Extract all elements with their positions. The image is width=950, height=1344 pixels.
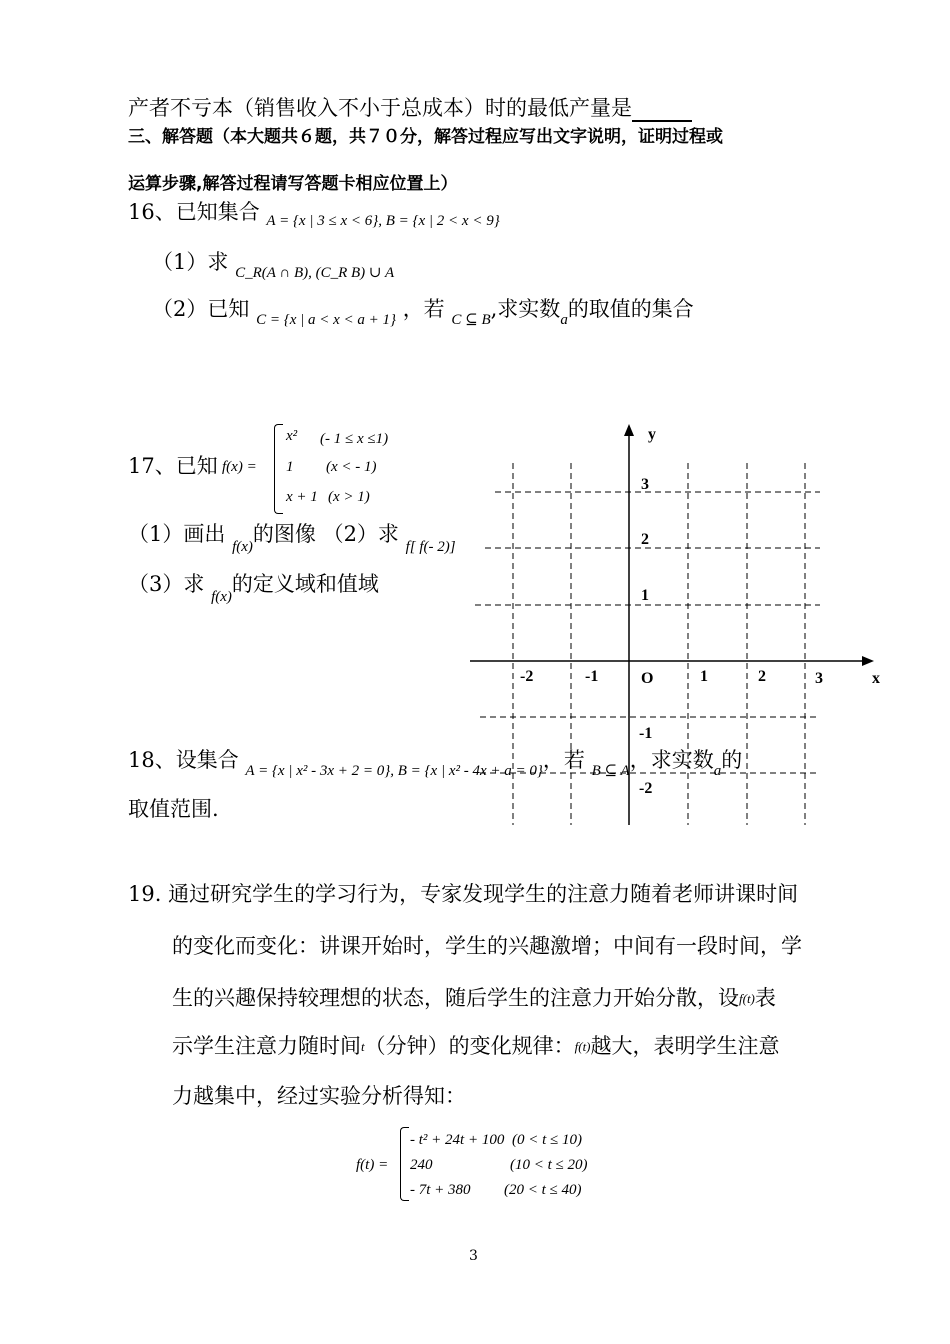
q16-p2-end: 的取值的集合 — [567, 297, 694, 321]
q17-case3-expr: x + 1 — [286, 489, 318, 505]
q16-p2-cond: C ⊆ B — [451, 312, 491, 328]
origin-label: O — [641, 670, 654, 687]
q19-line2: 的变化而变化：讲课开始时，学生的兴趣激增；中间有一段时间，学 — [172, 934, 802, 958]
y-tick-2: 2 — [641, 531, 649, 548]
q17-case3-cond: (x > 1) — [328, 489, 370, 505]
q17-case1-cond: (- 1 ≤ x ≤1) — [320, 431, 389, 447]
q17-case2-expr: 1 — [286, 459, 294, 475]
q19-case2-expr: 240 — [410, 1157, 433, 1173]
x-tick-2: 2 — [758, 668, 766, 685]
q17-part1-2 — [128, 520, 456, 555]
q19-line3b: 表 — [754, 986, 776, 1010]
q16-set-def: A = {x | 3 ≤ x < 6}, B = {x | 2 < x < 9} — [266, 213, 500, 229]
q17-p1-math: f(x) — [232, 539, 253, 555]
q17-case1-expr: x² — [286, 428, 298, 444]
q19-case1-cond: (0 < t ≤ 10) — [512, 1132, 583, 1148]
section-heading-line2: 运算步骤,解答过程请写答题卡相应位置上） — [128, 174, 458, 194]
x-tick-1: 1 — [700, 668, 708, 685]
q16-p2-math: C = {x | a < x < a + 1} — [256, 312, 396, 328]
q16-p2-label: （2）已知 — [152, 297, 250, 321]
q19-brace — [400, 1127, 409, 1201]
q16-p2-mid: ，若 — [402, 297, 445, 321]
x-tick-minus1: -1 — [585, 668, 599, 685]
q19-line1: 19. 通过研究学生的学习行为，专家发现学生的注意力随着老师讲课时间 — [128, 882, 799, 906]
section-heading-line1: 三、解答题（本大题共６题，共７０分，解答过程应写出文字说明，证明过程或 — [128, 127, 723, 147]
q19-line4a: 示学生注意力随时间 — [172, 1034, 361, 1058]
q19-case3-expr: - 7t + 380 — [410, 1182, 471, 1198]
y-tick-1: 1 — [641, 587, 649, 604]
q17-case2-cond: (x < - 1) — [326, 459, 377, 475]
q18-tail: ，求实数 — [629, 748, 714, 772]
x-tick-minus2: -2 — [520, 668, 534, 685]
q19-case3-cond: (20 < t ≤ 40) — [504, 1182, 582, 1198]
x-tick-3: 3 — [815, 670, 823, 687]
q18-label: 18、设集合 — [128, 748, 239, 772]
top-line-text: 产者不亏本（销售收入不小于总成本）时的最低产量是 — [128, 96, 632, 120]
q19-line3 — [172, 984, 776, 1015]
q16-p1-math: C_R(A ∩ B), (C_R B) ∪ A — [235, 265, 395, 281]
q19-line3a: 生的兴趣保持较理想的状态，随后学生的注意力开始分散，设 — [172, 986, 739, 1010]
q16-p1-label: （1）求 — [152, 250, 229, 274]
q19-line4-math: t — [361, 1039, 365, 1054]
q19-line4c: 越大，表明学生注意 — [590, 1034, 780, 1058]
q17-p1-tail: 的图像 （2）求 — [252, 522, 399, 546]
q18-var: a — [713, 763, 722, 779]
q19-line3-math: f(t) — [739, 991, 755, 1006]
top-line — [128, 94, 692, 122]
page-number: 3 — [469, 1248, 478, 1264]
q17-p2-math: f[ f(- 2)] — [405, 539, 456, 555]
q18-end: 的 — [721, 748, 743, 772]
answer-blank — [632, 98, 692, 122]
q18-line2: 取值范围. — [128, 797, 219, 821]
y-tick-minus2: -2 — [639, 780, 653, 797]
q19-case1-expr: - t² + 24t + 100 — [410, 1132, 505, 1148]
q19-case2-cond: (10 < t ≤ 20) — [510, 1157, 588, 1173]
y-tick-3: 3 — [641, 476, 649, 493]
q16-label: 16、已知集合 — [128, 200, 260, 224]
q16-p2-tail: ,求实数 — [490, 297, 561, 321]
q17-label: 17、已知 — [128, 454, 218, 478]
q17-p3-math: f(x) — [211, 589, 232, 605]
q19-line4-math2: f(t) — [574, 1039, 591, 1054]
q18-mid: ，若 — [542, 748, 585, 772]
q18-stem — [128, 746, 742, 777]
q17-part3 — [128, 570, 379, 605]
q19-ft: f(t) = — [356, 1157, 389, 1173]
q17-brace — [274, 424, 283, 514]
q17-fx: f(x) = — [222, 459, 257, 475]
q19-line4b: （分钟）的变化规律： — [364, 1034, 575, 1058]
x-axis-arrow — [862, 656, 874, 666]
q16-p2-var: a — [560, 312, 568, 328]
q18-cond: B ⊆ A — [591, 763, 630, 779]
x-axis-label: x — [872, 670, 880, 687]
y-axis-label: y — [648, 426, 656, 443]
q17-p3-label: （3）求 — [128, 572, 205, 596]
q19-line4 — [172, 1032, 780, 1063]
y-axis-arrow — [624, 424, 634, 436]
q17-p3-tail: 的定义域和值域 — [231, 572, 379, 596]
q16-part2 — [152, 295, 694, 326]
q17-p1-label: （1）画出 — [128, 522, 226, 546]
q16-stem — [128, 198, 500, 229]
y-tick-minus1: -1 — [639, 725, 653, 742]
q16-part1 — [152, 248, 394, 279]
q18-math: A = {x | x² - 3x + 2 = 0}, B = {x | x² - 4x + a = 0} — [245, 763, 543, 779]
q19-line5: 力越集中，经过实验分析得知： — [172, 1084, 466, 1108]
